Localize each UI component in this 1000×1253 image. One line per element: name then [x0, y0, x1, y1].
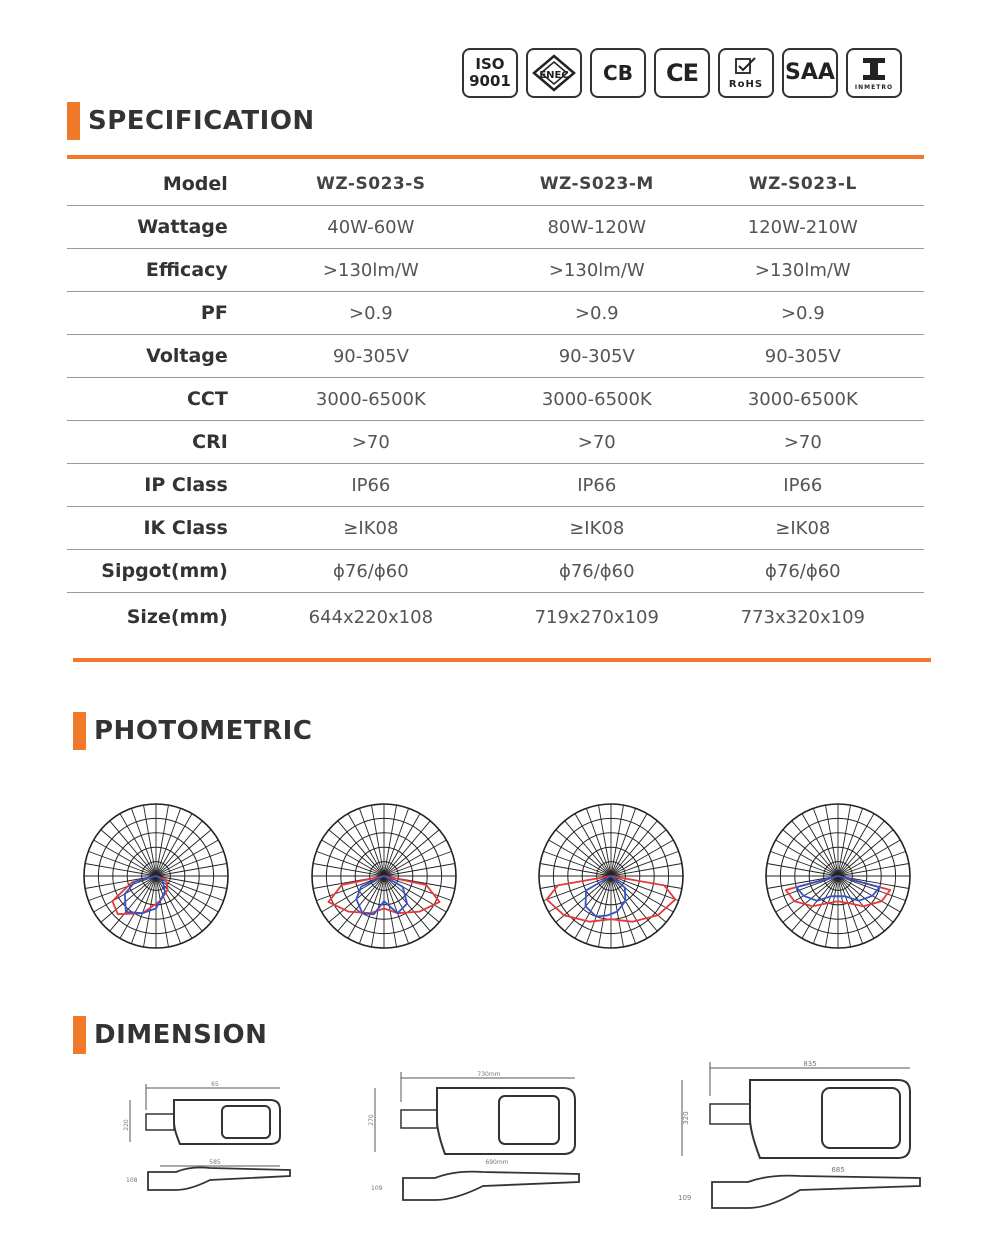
spec-cell: >130lm/W	[230, 249, 512, 292]
dimension-drawing-large	[670, 1058, 935, 1218]
spec-row-label: PF	[67, 292, 230, 335]
dimension-drawing-medium	[365, 1068, 595, 1208]
inmetro-icon	[859, 56, 889, 82]
inmetro-text: INMETRO	[854, 83, 894, 91]
dim1-length: 585	[209, 1159, 221, 1166]
dim2-top-width: 730mm	[477, 1071, 501, 1078]
iso-9001-badge	[462, 48, 518, 98]
spec-cell: ≥IK08	[512, 507, 682, 550]
spec-cell: WZ-S023-M	[512, 163, 682, 206]
heading-accent-bar	[67, 102, 80, 140]
spec-cell: 644x220x108	[308, 606, 434, 628]
spec-cell: 3000-6500K	[682, 378, 924, 421]
spec-row	[67, 206, 924, 249]
spec-row-label: Voltage	[67, 335, 230, 378]
spec-cell: ≥IK08	[230, 507, 512, 550]
dim3-height: 320	[682, 1111, 690, 1125]
spec-cell: >70	[512, 421, 682, 464]
spec-row	[67, 378, 924, 421]
spec-cell: 90-305V	[682, 335, 924, 378]
iso-9001-line: ISO	[475, 55, 505, 73]
heading-accent-bar	[73, 1016, 86, 1054]
iso-9001-line: 9001	[469, 72, 511, 90]
cb-badge	[590, 48, 646, 98]
dim3-top-width: 835	[803, 1060, 817, 1068]
specification-table	[67, 163, 924, 641]
spec-row-label: Wattage	[67, 206, 230, 249]
spec-cell: IP66	[682, 464, 924, 507]
spec-cell: 40W-60W	[230, 206, 512, 249]
spec-row	[67, 593, 924, 642]
dimension-drawing-small	[120, 1080, 300, 1200]
spec-row	[67, 335, 924, 378]
spec-cell: 90-305V	[512, 335, 682, 378]
spec-cell: WZ-S023-S	[230, 163, 512, 206]
dim1-top-width: 65	[211, 1081, 219, 1088]
spec-row	[67, 550, 924, 593]
specification-bottom-rule	[73, 658, 931, 662]
cb-text: CB	[603, 61, 633, 85]
spec-header-row	[67, 163, 924, 206]
saa-badge	[782, 48, 838, 98]
specification-top-rule	[67, 155, 924, 159]
rohs-badge	[718, 48, 774, 98]
spec-row	[67, 464, 924, 507]
spec-cell: >130lm/W	[682, 249, 924, 292]
spec-row-label: Efficacy	[67, 249, 230, 292]
inmetro-badge	[846, 48, 902, 98]
spec-cell: 3000-6500K	[230, 378, 512, 421]
ce-badge	[654, 48, 710, 98]
specification-heading	[67, 102, 315, 140]
dim3-depth: 109	[678, 1194, 692, 1202]
photometric-title: PHOTOMETRIC	[94, 716, 313, 746]
spec-row-label: IP Class	[67, 464, 230, 507]
photometric-heading	[73, 712, 312, 750]
dim3-length: 685	[831, 1166, 845, 1174]
enec-icon	[531, 53, 577, 93]
polar-diagram	[535, 800, 687, 952]
ce-text: CE	[665, 59, 698, 87]
spec-cell: >0.9	[512, 292, 682, 335]
dim2-depth: 109	[371, 1185, 383, 1192]
spec-cell: >0.9	[230, 292, 512, 335]
heading-accent-bar	[73, 712, 86, 750]
polar-diagram	[762, 800, 914, 952]
spec-cell: >130lm/W	[512, 249, 682, 292]
dimension-heading	[73, 1016, 267, 1054]
dim2-length: 690mm	[485, 1159, 509, 1166]
spec-row-label: IK Class	[67, 507, 230, 550]
dimension-title: DIMENSION	[94, 1020, 268, 1050]
enec-text: ENEC	[539, 70, 569, 81]
spec-cell: ϕ76/ϕ60	[682, 550, 924, 593]
spec-cell: IP66	[230, 464, 512, 507]
spec-cell: ≥IK08	[682, 507, 924, 550]
spec-row-label: Model	[67, 163, 230, 206]
spec-cell: 80W-120W	[512, 206, 682, 249]
polar-diagram	[308, 800, 460, 952]
spec-cell: >0.9	[682, 292, 924, 335]
spec-row	[67, 421, 924, 464]
spec-row	[67, 507, 924, 550]
rohs-check-icon	[734, 57, 758, 77]
certification-badges	[462, 48, 902, 98]
rohs-text: RoHS	[728, 78, 764, 90]
spec-row-label: Sipgot(mm)	[67, 550, 230, 593]
dim1-height: 220	[123, 1119, 130, 1131]
spec-cell: ϕ76/ϕ60	[230, 550, 512, 593]
spec-row-label: CRI	[67, 421, 230, 464]
spec-cell: IP66	[512, 464, 682, 507]
dim2-height: 270	[368, 1114, 375, 1126]
enec-badge	[526, 48, 582, 98]
dim1-depth: 108	[126, 1177, 138, 1184]
polar-diagram	[80, 800, 232, 952]
spec-cell: 120W-210W	[682, 206, 924, 249]
specification-title: SPECIFICATION	[88, 106, 315, 136]
spec-row-label: CCT	[67, 378, 230, 421]
spec-cell: 90-305V	[230, 335, 512, 378]
spec-cell: 3000-6500K	[512, 378, 682, 421]
spec-row	[67, 249, 924, 292]
spec-cell: ϕ76/ϕ60	[512, 550, 682, 593]
spec-cell: >70	[230, 421, 512, 464]
spec-cell: WZ-S023-L	[682, 163, 924, 206]
spec-cell: 773x320x109	[740, 606, 865, 628]
saa-text: SAA	[785, 60, 835, 85]
iso-9001-text	[469, 56, 511, 90]
spec-row-label: Size(mm)	[126, 606, 228, 628]
spec-cell: >70	[682, 421, 924, 464]
spec-cell: 719x270x109	[534, 606, 659, 628]
spec-row	[67, 292, 924, 335]
